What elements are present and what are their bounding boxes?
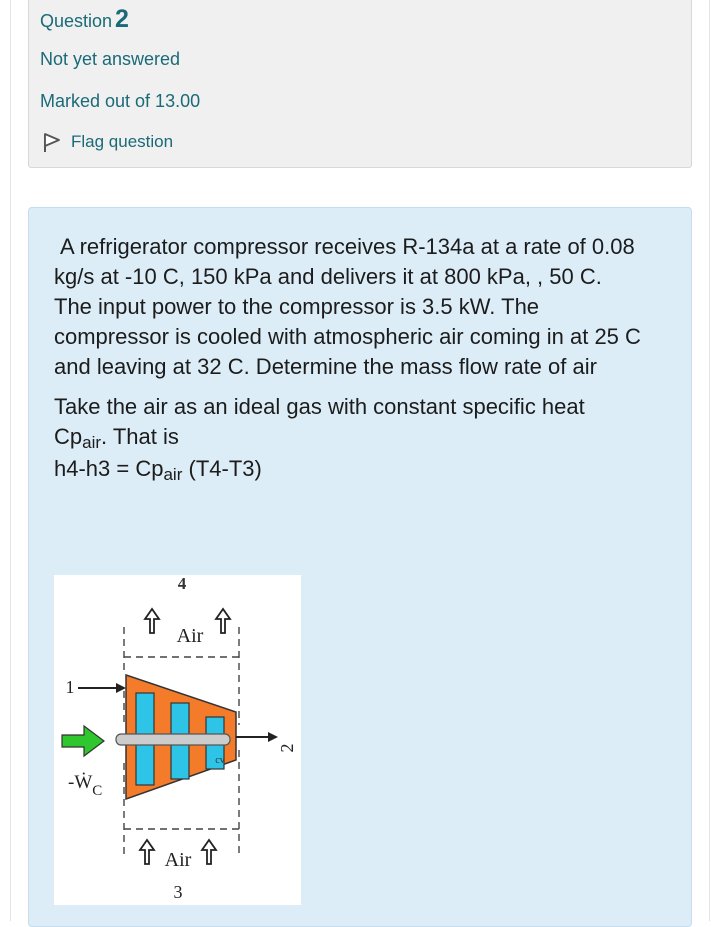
paragraph2-start: Take the air as an ideal gas with constant specific heat [54, 394, 585, 419]
air-top-label: Air [176, 625, 204, 647]
compressor-shaft [116, 734, 230, 745]
state-3-label: 3 [173, 882, 183, 902]
outlet-arrowhead [268, 732, 278, 742]
air-bottom-label: Air [164, 849, 192, 871]
question-number: 2 [115, 5, 129, 33]
question-state: Not yet answered [40, 49, 181, 69]
question-paragraph-2 [54, 392, 644, 454]
energy-equation [54, 454, 644, 486]
flag-question-label: Flag question [71, 132, 174, 151]
state-1-label: 1 [65, 677, 75, 697]
question-content [28, 207, 692, 927]
cv-label: cv [215, 755, 225, 766]
question-label: Question [40, 11, 113, 31]
air-subscript: air [82, 433, 102, 452]
question-paragraph-1: A refrigerator compressor receives R-134a at a rate of 0.08 kg/s at -10 C, 150 kPa and delivers it at 800 kPa, , 50 C. The input power to the compressor is 3.5 kW. The compressor is cooled with atmospheric air coming in at 25 C and leaving at 32 C. Determine the mass flow rate of air [54, 234, 641, 379]
state-2-label: 2 [277, 743, 297, 753]
work-input-arrow [62, 726, 104, 756]
equation-lhs: h4-h3 = Cp [54, 456, 164, 481]
flag-question-button[interactable] [41, 131, 173, 153]
cp-symbol: Cp [54, 424, 83, 449]
equation-rhs: (T4-T3) [182, 456, 262, 481]
question-text [54, 232, 644, 486]
flag-icon [41, 131, 63, 153]
that-is-text: . That is [101, 424, 179, 449]
compressor-figure [54, 575, 301, 905]
equation-air-subscript: air [163, 465, 183, 484]
question-grade: Marked out of 13.00 [40, 91, 201, 111]
question-title [40, 5, 129, 34]
state-4-label: 4 [177, 575, 187, 593]
work-label: -Ẇ$_C$ [68, 772, 103, 799]
compressor-diagram [54, 575, 301, 905]
question-info-panel [28, 0, 692, 168]
